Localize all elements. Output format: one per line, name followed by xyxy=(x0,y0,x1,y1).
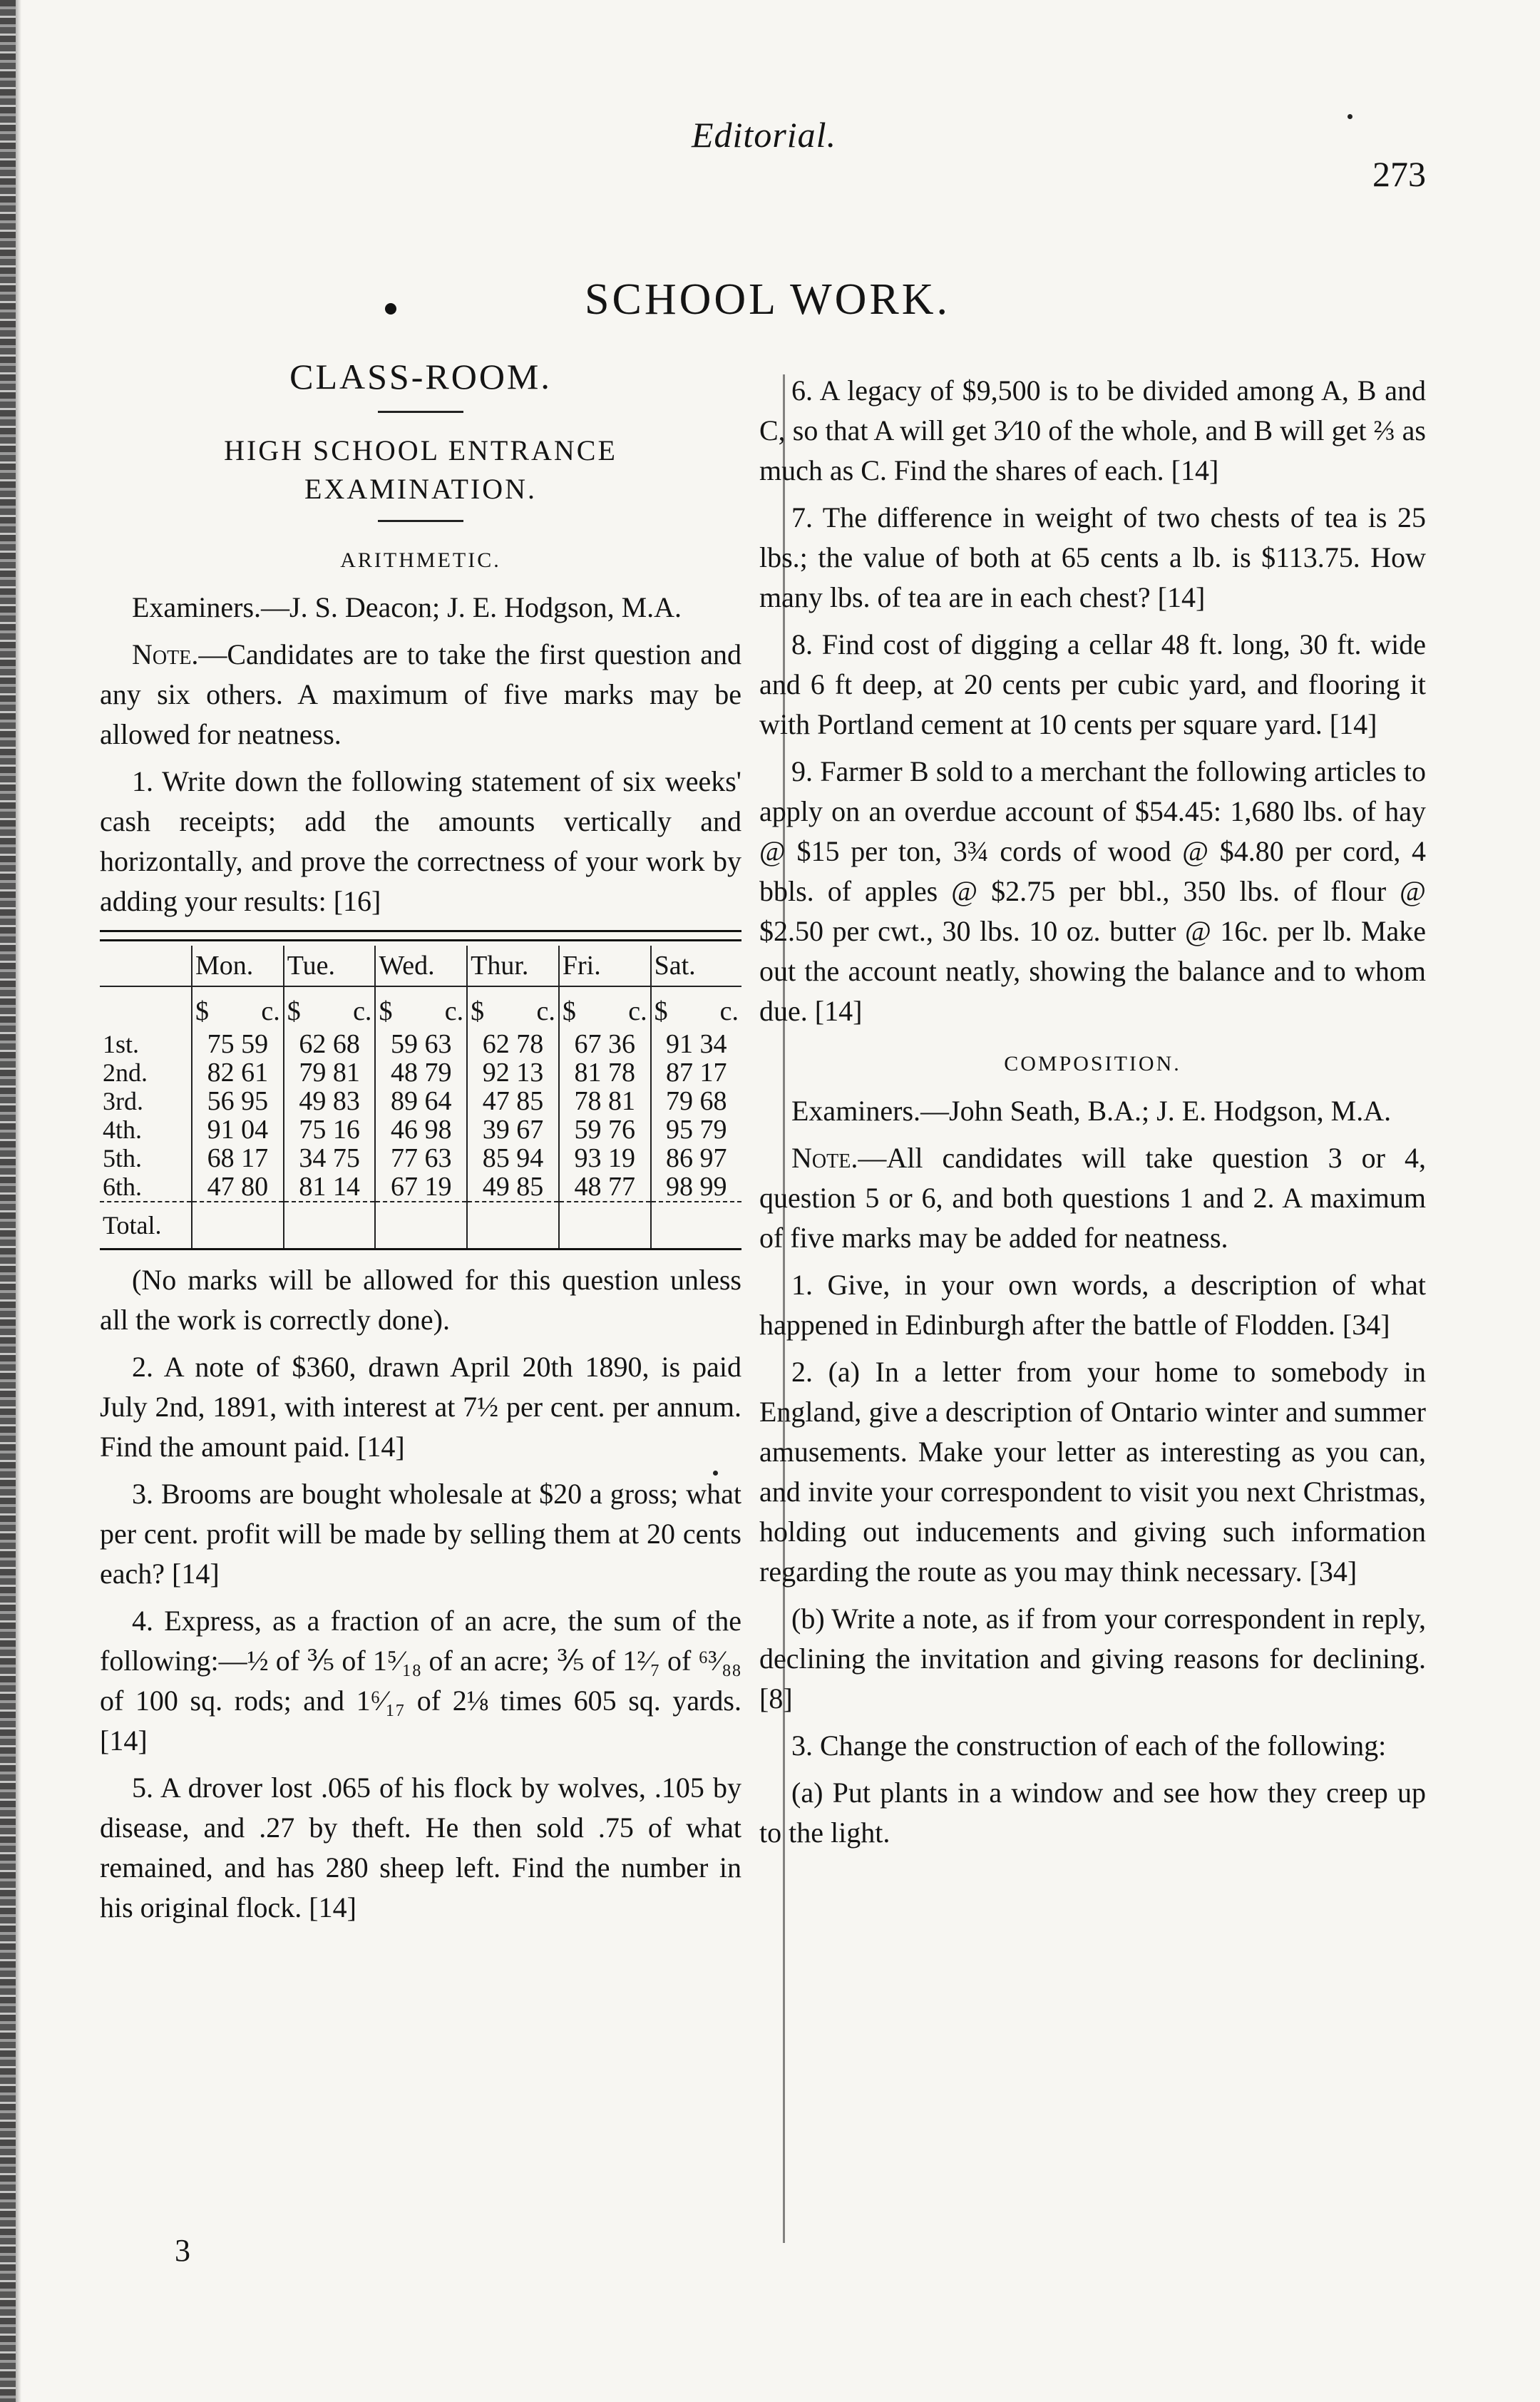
note-text: —Candidates are to take the first question and any six others. A maximum of five marks may be allowed for neatness. xyxy=(100,638,741,750)
table-row xyxy=(100,1115,741,1144)
unit-dollar: $ xyxy=(379,996,393,1026)
table-cell: 81 14 xyxy=(284,1172,376,1202)
heading-rule xyxy=(378,411,463,413)
row-label: 6th. xyxy=(103,1172,143,1201)
section-title: SCHOOL WORK. xyxy=(585,275,951,324)
table-cell: 39 67 xyxy=(467,1115,559,1144)
class-room-heading: CLASS-ROOM. xyxy=(289,357,552,397)
table-cell: 67 36 xyxy=(559,1030,651,1058)
table-cell: 67 19 xyxy=(375,1172,467,1202)
right-column xyxy=(759,371,1426,1860)
table-cell: 77 63 xyxy=(375,1144,467,1172)
bullet-mark xyxy=(385,303,396,315)
question-5: 5. A drover lost .065 of his flock by wolves, .105 by disease, and .27 by theft. He then sold .75 of what remained, and has 280 sheep left. Find the number in his original flock. [14] xyxy=(100,1772,741,1923)
table-cell: 48 77 xyxy=(559,1172,651,1202)
table-row xyxy=(100,1087,741,1115)
question-1-footnote: (No marks will be allowed for this question unless all the work is correctly done). xyxy=(100,1264,741,1336)
question-1: 1. Write down the following statement of six weeks' cash receipts; add the amounts vertically and horizontally, and prove the correctness of your work by adding your results: [16] xyxy=(100,765,741,917)
question-6: 6. A legacy of $9,500 is to be divided among A, B and C, so that A will get 3⁄10 of the whole, and B will get ⅔ as much as C. Find the shares of each. [14] xyxy=(759,374,1426,486)
table-cell: 68 17 xyxy=(192,1144,284,1172)
col-header-sat: Sat. xyxy=(651,946,741,986)
table-row xyxy=(100,1058,741,1087)
unit-dollar: $ xyxy=(287,996,301,1026)
table-row xyxy=(100,1030,741,1058)
table-cell: 34 75 xyxy=(284,1144,376,1172)
question-3: 3. Brooms are bought wholesale at $20 a gross; what per cent. profit will be made by selling them at 20 cents each? [14] xyxy=(100,1478,741,1590)
signature-mark: 3 xyxy=(175,2233,190,2268)
col-header-fri: Fri. xyxy=(559,946,651,986)
composition-question-3a: (a) Put plants in a window and see how they creep up to the light. xyxy=(759,1777,1426,1849)
table-cell: 79 68 xyxy=(651,1087,741,1115)
table-cell: 82 61 xyxy=(192,1058,284,1087)
note-label: Note. xyxy=(791,1142,858,1174)
table-cell: 48 79 xyxy=(375,1058,467,1087)
table-cell: 47 80 xyxy=(192,1172,284,1202)
table-cell: 81 78 xyxy=(559,1058,651,1087)
table-cell: 59 76 xyxy=(559,1115,651,1144)
exam-title-line-1: HIGH SCHOOL ENTRANCE xyxy=(224,434,617,466)
composition-note xyxy=(759,1138,1426,1258)
composition-examiners: Examiners.—John Seath, B.A.; J. E. Hodgson, M.A. xyxy=(791,1095,1392,1127)
table-cell: 62 78 xyxy=(467,1030,559,1058)
unit-dollar: $ xyxy=(471,996,485,1026)
composition-question-3: 3. Change the construction of each of the following: xyxy=(791,1729,1387,1762)
unit-cent: c. xyxy=(353,996,372,1026)
col-header-wed: Wed. xyxy=(375,946,467,986)
note-text: —All candidates will take question 3 or 4, question 5 or 6, and both questions 1 and 2. A maximum of five marks may be added for neatness. xyxy=(759,1142,1426,1254)
table-cell: 75 59 xyxy=(192,1030,284,1058)
exam-title-line-2: EXAMINATION. xyxy=(304,473,537,505)
table-cell: 91 34 xyxy=(651,1030,741,1058)
unit-cent: c. xyxy=(536,996,555,1026)
table-cell: 92 13 xyxy=(467,1058,559,1087)
table-cell: 49 85 xyxy=(467,1172,559,1202)
question-4: 4. Express, as a fraction of an acre, the sum of the following:—½ of ⅗ of 1⁵⁄₁₈ of an acre; ⅗ of 1²⁄₇ of ⁶³⁄₈₈ of 100 sq. rods; and 1⁶⁄₁₇ of 2⅛ times 605 sq. yards. [14] xyxy=(100,1605,741,1757)
table-row xyxy=(100,1172,741,1202)
print-speck xyxy=(1348,114,1352,119)
arithmetic-examiners: Examiners.—J. S. Deacon; J. E. Hodgson, M.A. xyxy=(132,591,682,623)
cash-receipts-table xyxy=(100,930,741,1250)
unit-cent: c. xyxy=(444,996,464,1026)
composition-subject: COMPOSITION. xyxy=(1004,1052,1181,1075)
row-label: 1st. xyxy=(103,1030,140,1058)
table-cell: 87 17 xyxy=(651,1058,741,1087)
question-8: 8. Find cost of digging a cellar 48 ft. long, 30 ft. wide and 6 ft deep, at 20 cents per cubic yard, and flooring it with Portland cement at 10 cents per square yard. [14] xyxy=(759,628,1426,740)
table-cell: 47 85 xyxy=(467,1087,559,1115)
question-7: 7. The difference in weight of two chests of tea is 25 lbs.; the value of both at 65 cents a lb. is $113.75. How many lbs. of tea are in each chest? [14] xyxy=(759,501,1426,613)
col-header-tue: Tue. xyxy=(284,946,376,986)
unit-dollar: $ xyxy=(195,996,209,1026)
row-label: 4th. xyxy=(103,1115,143,1144)
table-cell: 91 04 xyxy=(192,1115,284,1144)
table-cell: 62 68 xyxy=(284,1030,376,1058)
table-cell: 86 97 xyxy=(651,1144,741,1172)
composition-question-2b: (b) Write a note, as if from your correspondent in reply, declining the invitation and giving reasons for declining. [8] xyxy=(759,1603,1426,1714)
table-cell: 56 95 xyxy=(192,1087,284,1115)
row-label: 3rd. xyxy=(103,1087,143,1115)
running-title: Editorial. xyxy=(692,115,837,155)
unit-cent: c. xyxy=(628,996,647,1026)
total-label: Total. xyxy=(100,1202,192,1249)
page-edge-gradient xyxy=(16,0,21,2402)
col-header-mon: Mon. xyxy=(192,946,284,986)
table-cell: 79 81 xyxy=(284,1058,376,1087)
arithmetic-note xyxy=(100,635,741,755)
row-label: 2nd. xyxy=(103,1058,148,1087)
col-header-thur: Thur. xyxy=(467,946,559,986)
unit-cent: c. xyxy=(261,996,280,1026)
table-cell: 85 94 xyxy=(467,1144,559,1172)
units-row xyxy=(100,986,741,1030)
table-cell: 75 16 xyxy=(284,1115,376,1144)
table-cell: 49 83 xyxy=(284,1087,376,1115)
table-cell: 98 99 xyxy=(651,1172,741,1202)
question-9: 9. Farmer B sold to a merchant the following articles to apply on an overdue account of $54.45: 1,680 lbs. of hay @ $15 per ton, 3¾ cords of wood @ $4.80 per cord, 4 bbls. of apples @ $2.75 per bbl., 350 lbs. of flour @ $2.50 per cwt., 30 lbs. 10 oz. butter @ 16c. per lb. Make out the account neatly, showing the balance and to whom due. [14] xyxy=(759,755,1426,1027)
table-corner xyxy=(100,946,192,986)
exam-title-rule xyxy=(378,520,463,522)
table-cell: 95 79 xyxy=(651,1115,741,1144)
composition-question-2a: 2. (a) In a letter from your home to somebody in England, give a description of Ontario winter and summer amusements. Make your letter as interesting as you can, and invite your correspondent to visit you next Christmas, holding out inducements and giving such information regarding the route as you may think necessary. [34] xyxy=(759,1356,1426,1588)
note-label: Note. xyxy=(132,638,199,670)
table-cell: 89 64 xyxy=(375,1087,467,1115)
unit-dollar: $ xyxy=(654,996,668,1026)
print-speck xyxy=(713,1471,718,1476)
table-cell: 78 81 xyxy=(559,1087,651,1115)
table-cell: 93 19 xyxy=(559,1144,651,1172)
left-column xyxy=(100,357,741,1935)
unit-cent: c. xyxy=(719,996,739,1026)
page-edge-shadow xyxy=(0,0,16,2402)
page-number: 273 xyxy=(1372,154,1426,194)
composition-question-1: 1. Give, in your own words, a description of what happened in Edinburgh after the battle of Flodden. [34] xyxy=(759,1269,1426,1341)
arithmetic-subject: ARITHMETIC. xyxy=(340,548,501,572)
total-row xyxy=(100,1202,741,1249)
table-row xyxy=(100,1144,741,1172)
question-2: 2. A note of $360, drawn April 20th 1890, is paid July 2nd, 1891, with interest at 7½ per cent. per annum. Find the amount paid. [14] xyxy=(100,1351,741,1463)
table-cell: 46 98 xyxy=(375,1115,467,1144)
row-label: 5th. xyxy=(103,1144,143,1172)
unit-dollar: $ xyxy=(562,996,576,1026)
table-top-rule xyxy=(100,930,741,941)
table-cell: 59 63 xyxy=(375,1030,467,1058)
